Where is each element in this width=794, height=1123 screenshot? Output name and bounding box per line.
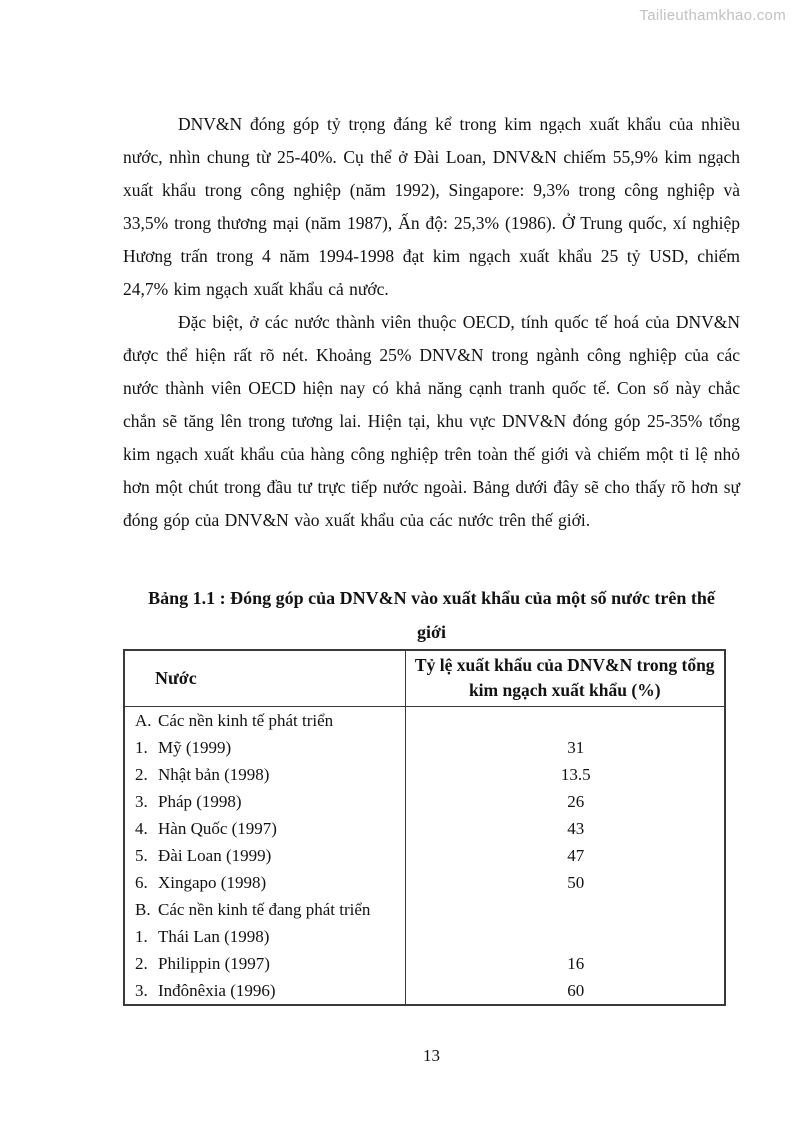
country-cell: [124, 706, 405, 734]
country-name: Đài Loan (1999): [158, 845, 272, 865]
paragraph-export-contribution: DNV&N đóng góp tỷ trọng đáng kể trong kim ngạch xuất khẩu của nhiều nước, nhìn chung từ 25-40%. Cụ thể ở Đài Loan, DNV&N chiếm 55,9% kim ngạch xuất khẩu trong công nghiệp (năm 1992), Singapore: 9,3% trong công nghiệp và 33,5% trong thương mại (năm 1987), Ấn độ: 25,3% (1986). Ở Trung quốc, xí nghiệp Hương trấn trong 4 năm 1994-1998 đạt kim ngạch xuất khẩu 25 tỷ USD, chiếm 24,7% kim ngạch xuất khẩu cả nước.: [123, 114, 740, 299]
table-header-row: [124, 650, 725, 706]
country-cell: [124, 923, 405, 950]
country-cell: [124, 734, 405, 761]
value-cell: 16: [567, 953, 585, 973]
country-name: Pháp (1998): [158, 791, 242, 811]
country-cell: [124, 815, 405, 842]
country-name: Inđônêxia (1996): [158, 980, 276, 1000]
country-name: Nhật bản (1998): [158, 764, 270, 784]
value-cell: [405, 706, 725, 734]
row-index: 3.: [135, 980, 148, 1000]
table-row: [124, 950, 725, 977]
value-cell: 31: [567, 737, 585, 757]
row-index: 1.: [135, 737, 148, 757]
page-content: [123, 108, 740, 1006]
body-text: [123, 108, 740, 573]
value-cell: 47: [567, 845, 585, 865]
country-cell: [124, 869, 405, 896]
country-cell: [124, 842, 405, 869]
country-name: Xingapo (1998): [158, 872, 267, 892]
table-row: [124, 815, 725, 842]
row-index: B.: [135, 899, 151, 919]
country-cell: [124, 788, 405, 815]
table-caption: Bảng 1.1 : Đóng góp của DNV&N vào xuất khẩu của một số nước trên thế giới: [148, 588, 715, 642]
table-row: [124, 706, 725, 734]
table-row: [124, 896, 725, 923]
table-row: [124, 734, 725, 761]
row-index: 6.: [135, 872, 148, 892]
country-cell: [124, 977, 405, 1005]
row-index: 2.: [135, 953, 148, 973]
value-cell: 50: [567, 872, 585, 892]
country-name: Các nền kinh tế phát triển: [158, 710, 334, 730]
value-cell: [405, 896, 725, 923]
row-index: 2.: [135, 764, 148, 784]
export-share-table: [123, 649, 726, 1006]
country-name: Hàn Quốc (1997): [158, 818, 277, 838]
value-cell: 26: [567, 791, 585, 811]
value-cell: 60: [567, 980, 585, 1000]
table-row: [124, 842, 725, 869]
value-cell: 43: [567, 818, 585, 838]
row-index: 1.: [135, 926, 148, 946]
country-cell: [124, 896, 405, 923]
country-name: Thái Lan (1998): [158, 926, 270, 946]
country-name: Các nền kinh tế đang phát triển: [158, 899, 371, 919]
table-row: [124, 923, 725, 950]
row-index: 5.: [135, 845, 148, 865]
row-index: A.: [135, 710, 152, 730]
paragraph-oecd: Đặc biệt, ở các nước thành viên thuộc OECD, tính quốc tế hoá của DNV&N được thể hiện rất rõ nét. Khoảng 25% DNV&N trong ngành công nghiệp của các nước thành viên OECD hiện nay có khả năng cạnh tranh quốc tế. Con số này chắc chắn sẽ tăng lên trong tương lai. Hiện tại, khu vực DNV&N đóng góp 25-35% tổng kim ngạch xuất khẩu của hàng công nghiệp trên toàn thế giới và chiếm một tỉ lệ nhỏ hơn một chút trong đầu tư trực tiếp nước ngoài. Bảng dưới đây sẽ cho thấy rõ hơn sự đóng góp của DNV&N vào xuất khẩu của các nước trên thế giới.: [123, 312, 740, 530]
row-index: 3.: [135, 791, 148, 811]
country-cell: [124, 761, 405, 788]
country-name: Mỹ (1999): [158, 737, 232, 757]
watermark: Tailieuthamkhao.com: [639, 7, 786, 24]
row-index: 4.: [135, 818, 148, 838]
value-cell: 13.5: [560, 764, 591, 784]
table-row: [124, 977, 725, 1005]
table-row: [124, 788, 725, 815]
table-row: [124, 869, 725, 896]
country-name: Philippin (1997): [158, 953, 270, 973]
column-header-country: Nước: [124, 650, 405, 706]
page-number: 13: [423, 1046, 440, 1065]
column-header-export-share: Tỷ lệ xuất khẩu của DNV&N trong tổng kim ngạch xuất khẩu (%): [405, 650, 725, 706]
value-cell: [405, 923, 725, 950]
table-row: [124, 761, 725, 788]
country-cell: [124, 950, 405, 977]
